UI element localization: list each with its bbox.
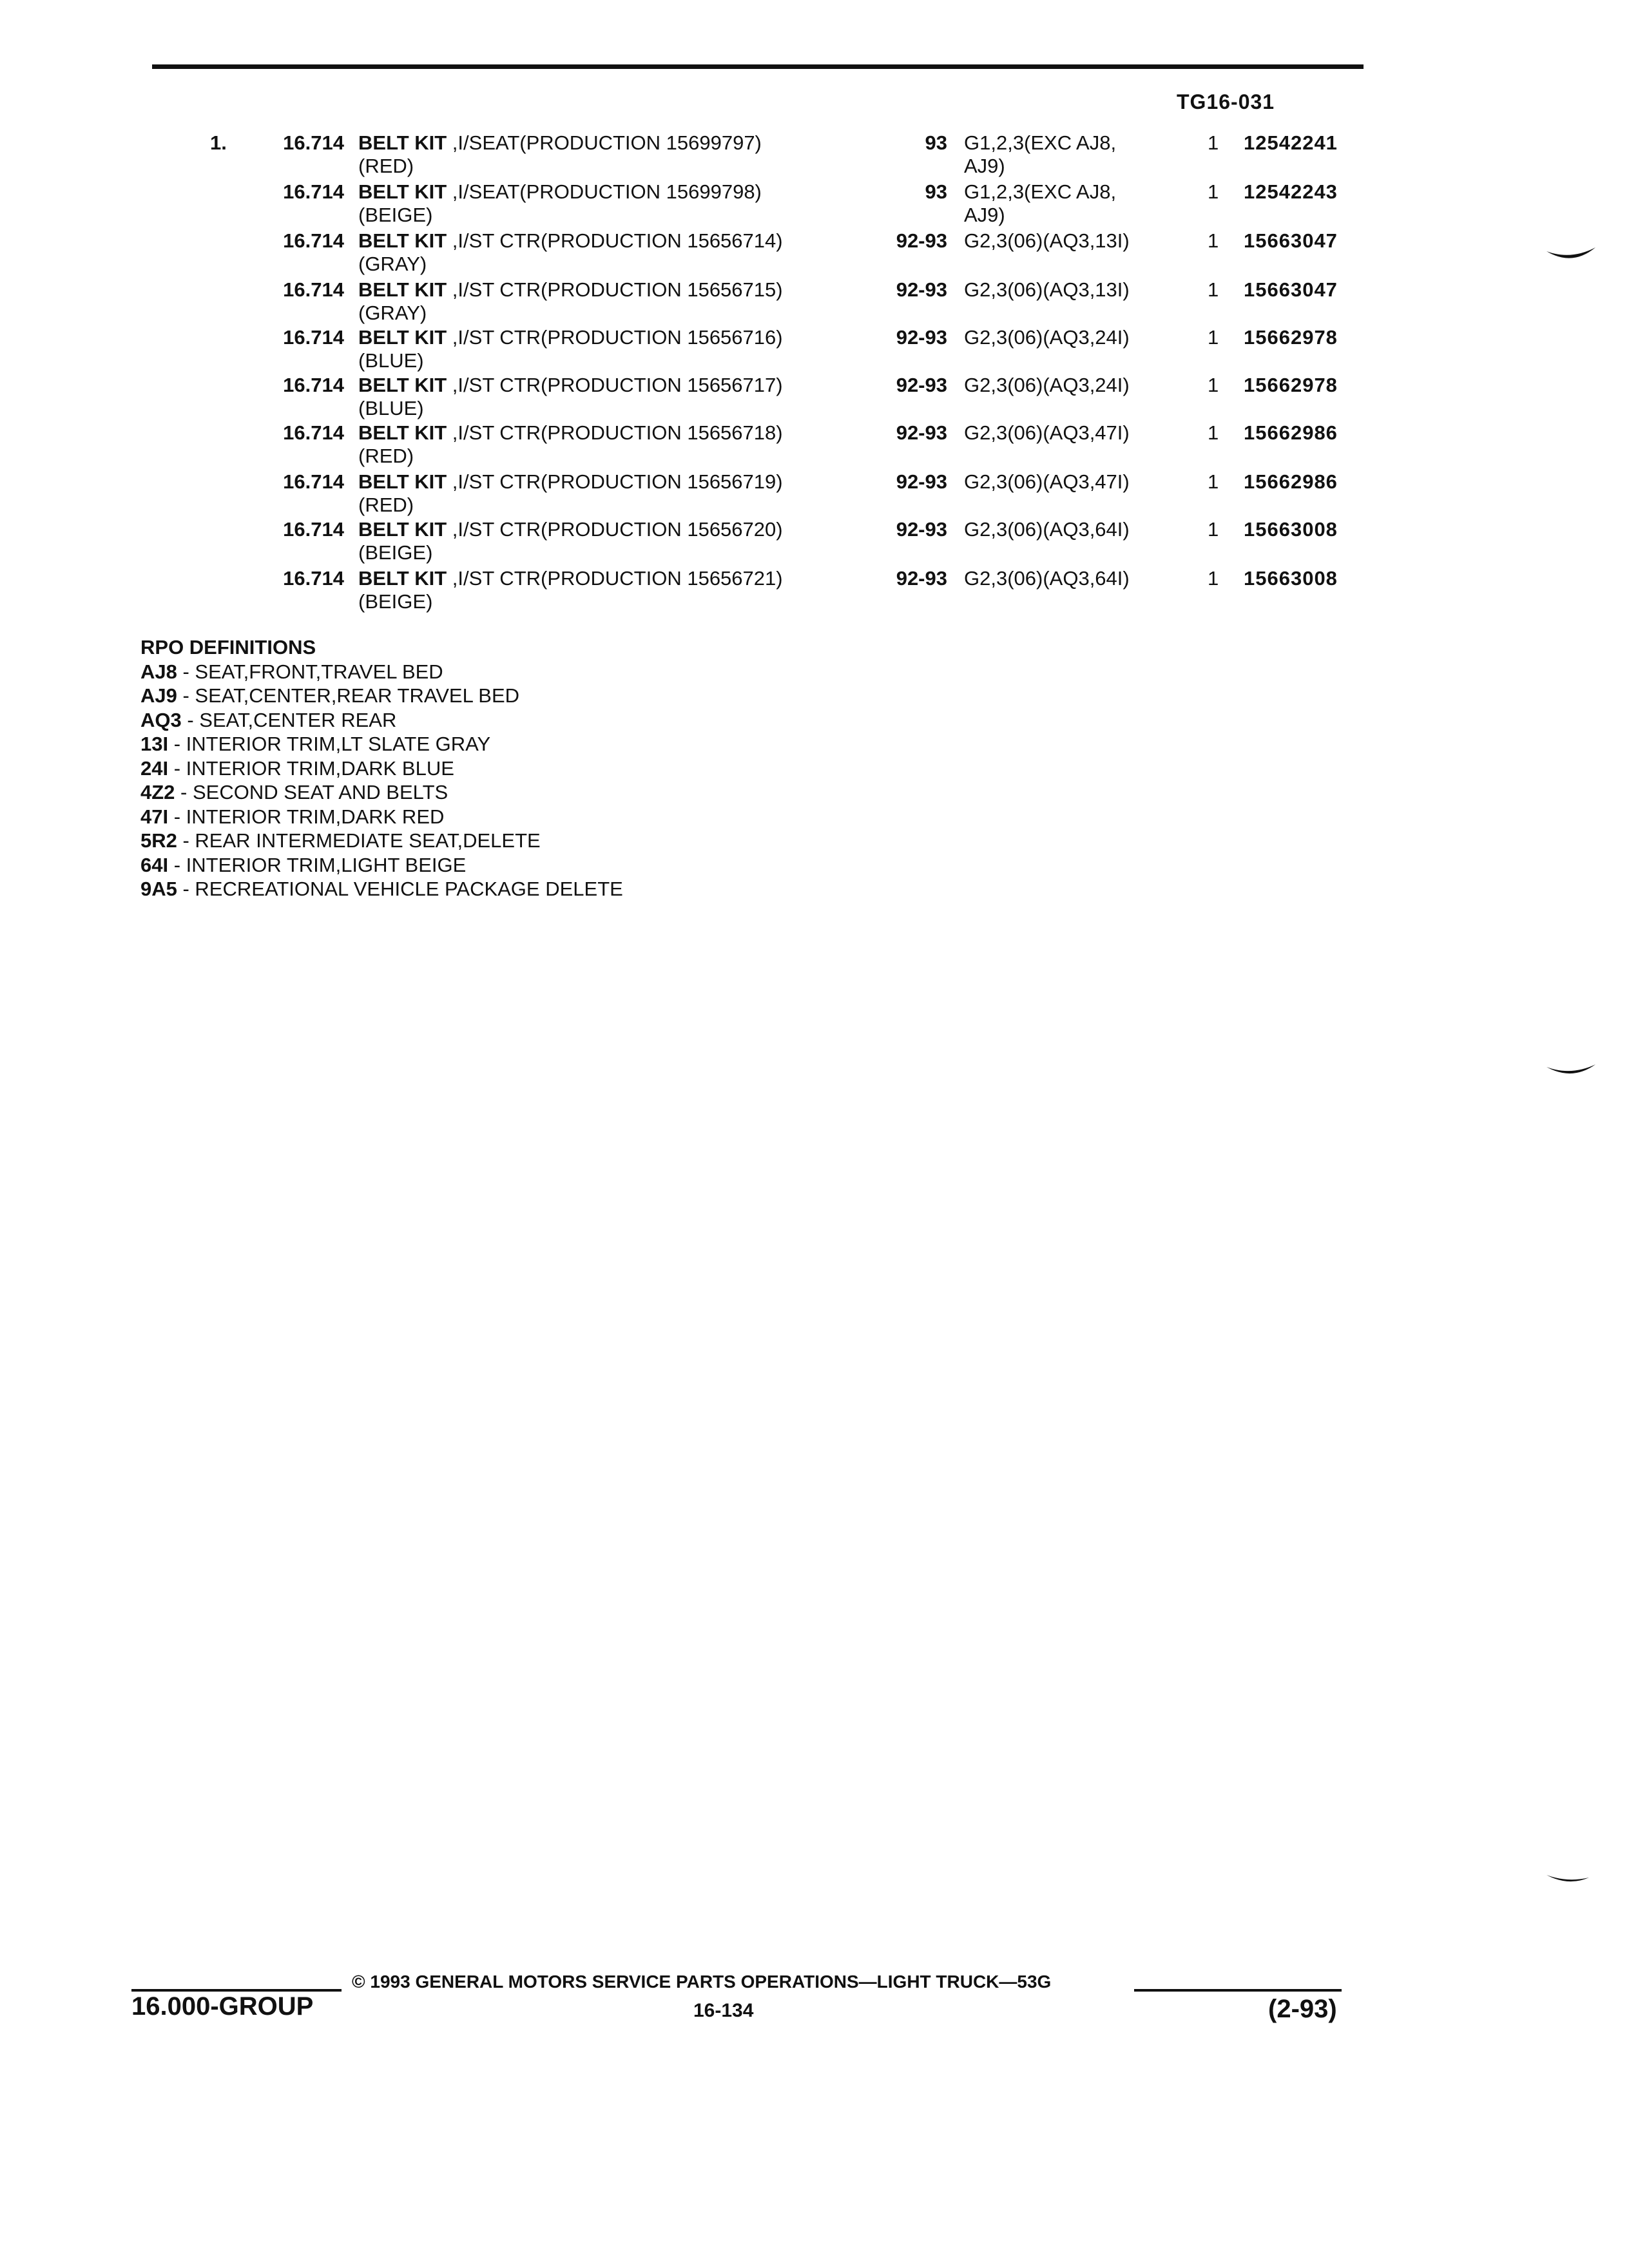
footer-date: (2-93) [1268, 1995, 1337, 2023]
part-color: (BEIGE) [358, 590, 433, 613]
part-description [358, 374, 783, 397]
rpo-code: 24I [140, 756, 169, 780]
group-number: 16.714 [283, 229, 344, 252]
model-applicability: G2,3(06)(AQ3,24I) [964, 374, 1130, 396]
part-number: 15662978 [1244, 326, 1338, 349]
part-detail: ,I/ST CTR(PRODUCTION 15656720) [447, 518, 783, 541]
quantity: 1 [1208, 326, 1219, 349]
parts-row [0, 326, 1629, 375]
rpo-title: RPO DEFINITIONS [140, 636, 316, 658]
part-color: (BEIGE) [358, 541, 433, 564]
top-rule [152, 64, 1364, 69]
part-detail: ,I/ST CTR(PRODUCTION 15656717) [447, 374, 783, 396]
part-color: (RED) [358, 445, 414, 467]
rpo-text: - RECREATIONAL VEHICLE PACKAGE DELETE [177, 878, 623, 900]
rpo-item [140, 684, 623, 708]
part-number: 12542241 [1244, 131, 1338, 154]
part-description [358, 278, 783, 302]
part-name: BELT KIT [358, 326, 447, 349]
part-detail: ,I/ST CTR(PRODUCTION 15656718) [447, 421, 783, 444]
part-color: (GRAY) [358, 253, 427, 275]
rpo-text: - INTERIOR TRIM,DARK RED [168, 805, 445, 828]
quantity: 1 [1208, 518, 1219, 541]
parts-row [0, 278, 1629, 327]
group-number: 16.714 [283, 180, 344, 203]
model-years: 93 [925, 180, 947, 203]
rpo-code: 64I [140, 853, 169, 876]
rpo-item [140, 877, 623, 901]
binder-hole-mark [1545, 245, 1597, 264]
group-number: 16.714 [283, 131, 344, 154]
part-name: BELT KIT [358, 421, 447, 444]
model-applicability-cont: AJ9) [964, 155, 1005, 177]
rpo-text: - INTERIOR TRIM,LT SLATE GRAY [168, 733, 491, 755]
part-number: 15662978 [1244, 374, 1338, 396]
footer-group: 16.000-GROUP [131, 1992, 314, 2021]
part-number: 15662986 [1244, 470, 1338, 493]
quantity: 1 [1208, 278, 1219, 301]
page-reference: TG16-031 [1177, 90, 1275, 113]
part-description [358, 421, 783, 445]
quantity: 1 [1208, 229, 1219, 252]
quantity: 1 [1208, 421, 1219, 444]
part-color: (RED) [358, 494, 414, 516]
group-number: 16.714 [283, 326, 344, 349]
footer-rule-right [1134, 1989, 1342, 1992]
quantity: 1 [1208, 131, 1219, 154]
part-name: BELT KIT [358, 278, 447, 301]
parts-row [0, 229, 1629, 278]
rpo-item [140, 780, 623, 805]
rpo-item [140, 805, 623, 829]
rpo-item [140, 853, 623, 878]
part-number: 15662986 [1244, 421, 1338, 444]
rpo-text: - INTERIOR TRIM,DARK BLUE [168, 756, 454, 780]
model-years: 92-93 [896, 421, 947, 444]
quantity: 1 [1208, 470, 1219, 493]
part-name: BELT KIT [358, 229, 447, 252]
rpo-item [140, 756, 623, 781]
part-name: BELT KIT [358, 180, 447, 203]
model-years: 92-93 [896, 326, 947, 349]
part-detail: ,I/ST CTR(PRODUCTION 15656716) [447, 326, 783, 349]
rpo-definitions [140, 635, 623, 901]
part-name: BELT KIT [358, 470, 447, 493]
model-applicability: G1,2,3(EXC AJ8, [964, 180, 1117, 203]
rpo-item [140, 660, 623, 684]
rpo-code: AQ3 [140, 708, 182, 731]
parts-row [0, 518, 1629, 567]
rpo-item [140, 829, 623, 853]
model-applicability: G2,3(06)(AQ3,47I) [964, 421, 1130, 444]
part-number: 15663047 [1244, 278, 1338, 301]
part-detail: ,I/SEAT(PRODUCTION 15699797) [447, 131, 762, 154]
model-years: 92-93 [896, 229, 947, 252]
model-applicability-cont: AJ9) [964, 204, 1005, 226]
parts-row [0, 131, 1629, 180]
binder-hole-mark [1545, 1061, 1597, 1080]
part-number: 15663047 [1244, 229, 1338, 252]
rpo-item [140, 732, 623, 756]
parts-row [0, 567, 1629, 616]
part-name: BELT KIT [358, 567, 447, 590]
part-color: (RED) [358, 155, 414, 177]
part-number: 15663008 [1244, 518, 1338, 541]
part-detail: ,I/ST CTR(PRODUCTION 15656719) [447, 470, 783, 493]
rpo-text: - SEAT,FRONT,TRAVEL BED [177, 660, 443, 683]
part-name: BELT KIT [358, 374, 447, 396]
part-description [358, 470, 783, 494]
rpo-code: 47I [140, 805, 169, 828]
part-detail: ,I/ST CTR(PRODUCTION 15656714) [447, 229, 783, 252]
part-description [358, 229, 783, 253]
part-name: BELT KIT [358, 131, 447, 154]
part-detail: ,I/ST CTR(PRODUCTION 15656721) [447, 567, 783, 590]
rpo-text: - SEAT,CENTER REAR [181, 708, 397, 731]
parts-row [0, 470, 1629, 519]
item-number: 1. [210, 131, 227, 154]
model-applicability: G2,3(06)(AQ3,24I) [964, 326, 1130, 349]
rpo-text: - INTERIOR TRIM,LIGHT BEIGE [168, 853, 467, 876]
model-years: 92-93 [896, 278, 947, 301]
part-number: 15663008 [1244, 567, 1338, 590]
rpo-code: 13I [140, 733, 169, 755]
model-applicability: G2,3(06)(AQ3,13I) [964, 278, 1130, 301]
model-applicability: G1,2,3(EXC AJ8, [964, 131, 1117, 154]
model-applicability: G2,3(06)(AQ3,64I) [964, 518, 1130, 541]
model-years: 92-93 [896, 518, 947, 541]
part-description [358, 131, 762, 155]
group-number: 16.714 [283, 421, 344, 444]
model-years: 92-93 [896, 374, 947, 396]
part-color: (BEIGE) [358, 204, 433, 226]
model-years: 93 [925, 131, 947, 154]
rpo-code: 9A5 [140, 878, 177, 900]
parts-row [0, 180, 1629, 229]
group-number: 16.714 [283, 278, 344, 301]
quantity: 1 [1208, 374, 1219, 396]
group-number: 16.714 [283, 470, 344, 493]
parts-row [0, 374, 1629, 423]
part-description [358, 326, 783, 349]
footer-rule-left [131, 1989, 342, 1992]
rpo-text: - REAR INTERMEDIATE SEAT,DELETE [177, 829, 541, 852]
footer-page-number: 16-134 [693, 2000, 754, 2021]
part-color: (BLUE) [358, 349, 424, 372]
quantity: 1 [1208, 567, 1219, 590]
footer-copyright: © 1993 GENERAL MOTORS SERVICE PARTS OPERATIONS—LIGHT TRUCK—53G [352, 1972, 1052, 1992]
part-detail: ,I/ST CTR(PRODUCTION 15656715) [447, 278, 783, 301]
part-description [358, 518, 783, 541]
part-description [358, 567, 783, 590]
part-name: BELT KIT [358, 518, 447, 541]
part-color: (BLUE) [358, 397, 424, 419]
binder-hole-mark [1545, 1871, 1590, 1887]
part-detail: ,I/SEAT(PRODUCTION 15699798) [447, 180, 762, 203]
group-number: 16.714 [283, 518, 344, 541]
part-description [358, 180, 762, 204]
part-number: 12542243 [1244, 180, 1338, 203]
rpo-code: 5R2 [140, 829, 177, 852]
rpo-text: - SECOND SEAT AND BELTS [175, 781, 448, 803]
model-applicability: G2,3(06)(AQ3,13I) [964, 229, 1130, 252]
quantity: 1 [1208, 180, 1219, 203]
part-color: (GRAY) [358, 302, 427, 324]
rpo-code: 4Z2 [140, 781, 175, 803]
rpo-item [140, 708, 623, 733]
model-years: 92-93 [896, 470, 947, 493]
rpo-text: - SEAT,CENTER,REAR TRAVEL BED [177, 684, 520, 707]
rpo-code: AJ9 [140, 684, 177, 707]
model-applicability: G2,3(06)(AQ3,47I) [964, 470, 1130, 493]
model-applicability: G2,3(06)(AQ3,64I) [964, 567, 1130, 590]
group-number: 16.714 [283, 567, 344, 590]
model-years: 92-93 [896, 567, 947, 590]
group-number: 16.714 [283, 374, 344, 396]
rpo-code: AJ8 [140, 660, 177, 683]
parts-row [0, 421, 1629, 470]
